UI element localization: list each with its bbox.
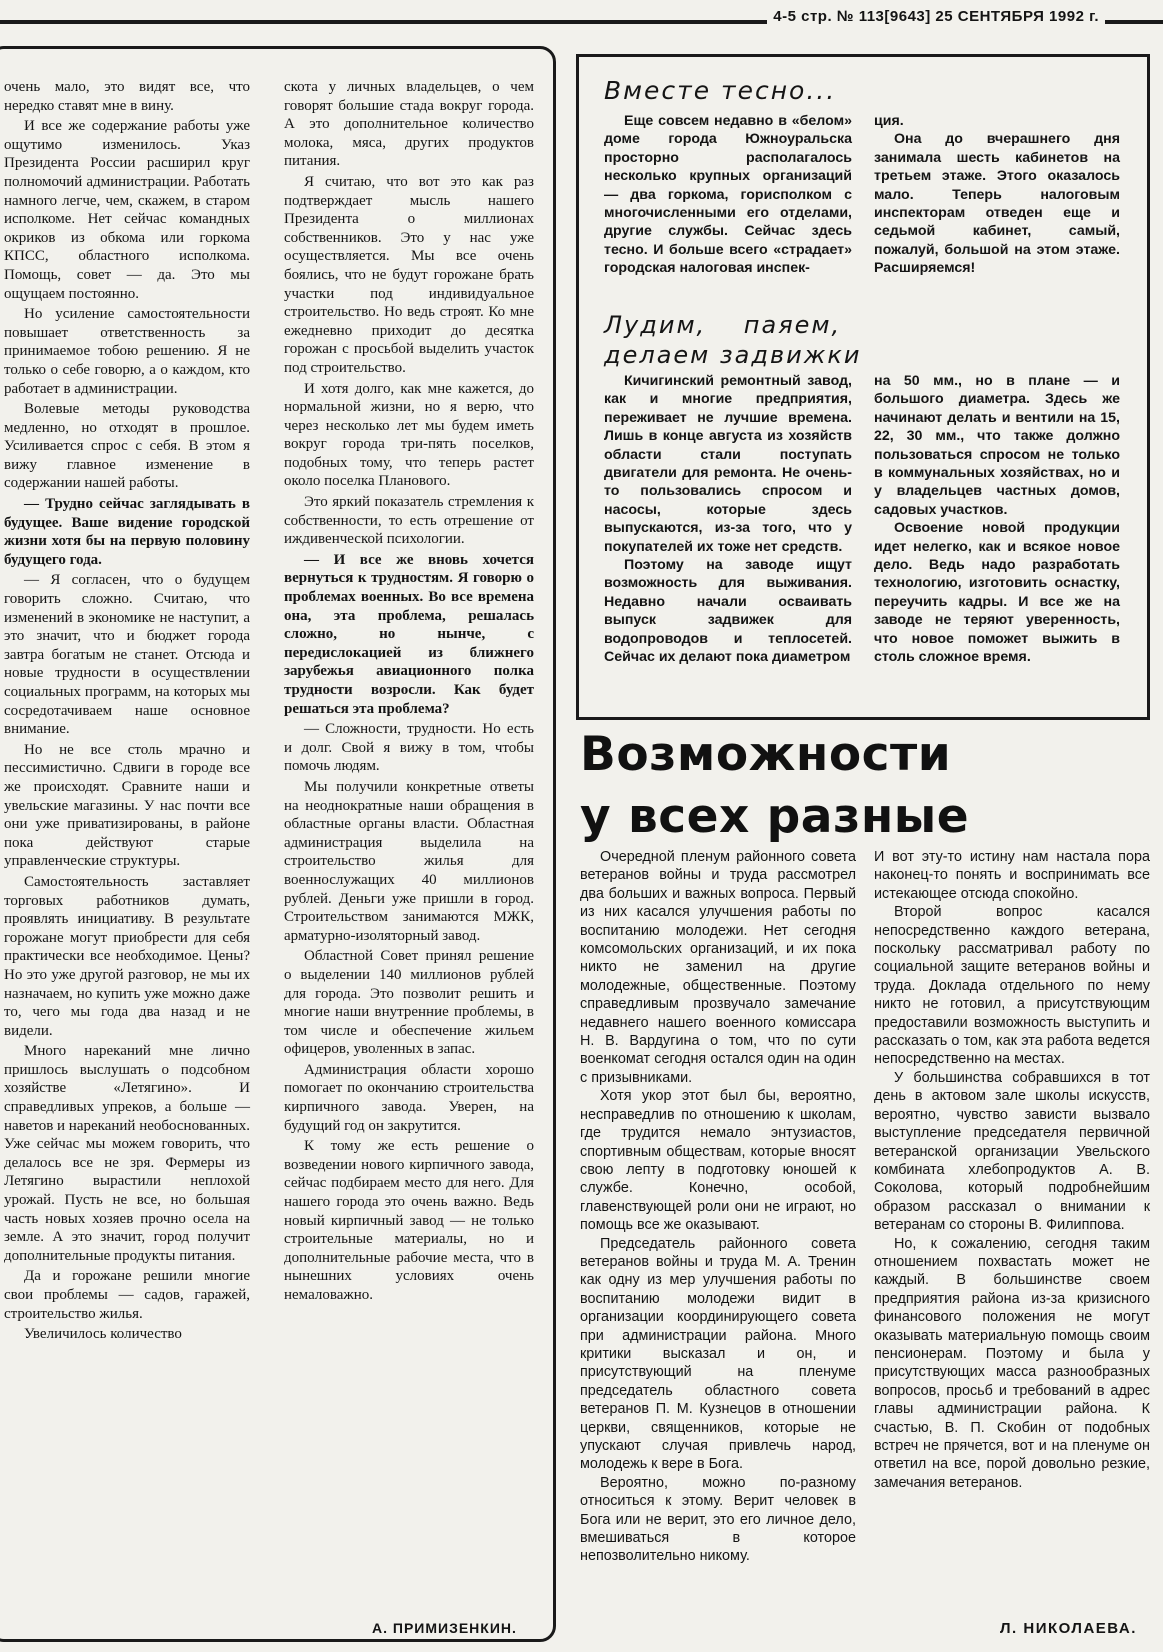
paragraph: И хотя долго, как мне кажется, до нормальной жизни, но я верю, что через несколько лет мы будем иметь вокруг города три-пять поселков, подобных тому, что теперь растет около поселка Планового. bbox=[284, 380, 534, 490]
page-header bbox=[0, 6, 1163, 36]
paragraph: И вот эту-то истину нам настала пора наконец-то понять и воспринимать все истекающее отсюда спокойно. bbox=[874, 849, 1150, 902]
box1-column-1 bbox=[604, 112, 852, 278]
paragraph: — Трудно сейчас заглядывать в будущее. Ваше видение городской жизни хотя бы на первую половину будущего года. bbox=[4, 496, 250, 568]
paragraph: Кичигинский ремонтный завод, как и многие предприятия, переживает не лучшие времена. Лишь в конце августа из хозяйств области стали поступать двигатели для ремонта. Не очень-то пользовались спросом и насосы, которые здесь выпускаются, из-за того, что у покупателей их тоже нет средств. bbox=[604, 373, 852, 555]
paragraph: — И все же вновь хочется вернуться к трудностям. Я говорю о проблемах военных. Во все времена она, эта проблема, решалась сложно, но нынче, с передислокацией из ближнего зарубежья авиационного полка трудности возросли. Как будет решаться эта проблема? bbox=[284, 551, 534, 717]
interview-author: А. ПРИМИЗЕНКИН. bbox=[372, 1620, 517, 1636]
box2-column-1 bbox=[604, 372, 852, 667]
paragraph: Я считаю, что вот это как раз подтверждает мысль нашего Президента о миллионах собственников. Это у нас уже осуществляется. Мы все очень боялись, что не будут горожане брать участки под индивидуальное строительство. Но ведь строят. Ко мне ежедневно приходит до десятка горожан с просьбой выделить участок под строительство. bbox=[284, 173, 534, 376]
article-headline bbox=[580, 724, 1150, 848]
paragraph: — Сложности, трудности. Но есть и долг. Свой я вижу в том, чтобы помочь людям. bbox=[284, 721, 534, 775]
paragraph: Да и горожане решили многие свои проблемы — садов, гаражей, строительство жилья. bbox=[4, 1268, 250, 1322]
article-column-1 bbox=[580, 848, 856, 1566]
paragraph: Но усиление самостоятельности повышает ответственность за принимаемое тобою решению. Я не только о себе говорю, а о каждом, кто работает в администрации. bbox=[4, 306, 250, 397]
interview-column-1 bbox=[4, 78, 250, 1346]
paragraph: Администрация области хорошо помогает по окончанию строительства кирпичного завода. Уверен, на будущий год он закрутится. bbox=[284, 1061, 534, 1134]
paragraph: К тому же есть решение о возведении нового кирпичного завода, сейчас подбираем место для него. Для нашего города это очень важно. Ведь новый кирпичный завод — не только строительные материалы, но и дополнительные рабочие места, что в нынешних условиях очень немаловажно. bbox=[284, 1138, 534, 1303]
paragraph: Но не все столь мрачно и пессимистично. Сдвиги в городе все же происходят. Сравните наши и увельские магазины. У нас почти все они уже приватизированы, в районе пока действуют старые управленческие структуры. bbox=[4, 741, 250, 870]
paragraph: на 50 мм., но в плане — и большого диаметра. Здесь же начинают делать и вентили на 15, 22, 30 мм., что также должно пользоваться спросом не только в коммунальных хозяйствах, но и у владельцев частных домов, садовых участков. bbox=[874, 373, 1120, 518]
paragraph: скота у личных владельцев, о чем говорят большие стада вокруг города. А это дополнительное количество молока, мяса, других продуктов питания. bbox=[284, 79, 534, 170]
paragraph: Областной Совет принял решение о выделении 140 миллионов рублей для города. Это позволит решить и многие наши внутренние проблемы, в том числе и обеспечение жильем офицеров, уволенных в запас. bbox=[284, 948, 534, 1058]
box2-column-2 bbox=[874, 372, 1120, 667]
paragraph: И все же содержание работы уже ощутимо изменилось. Указ Президента России расширил круг полномочий администрации. Работать намного легче, чем, скажем, в старом исполкоме. Нет сейчас командных окриков из обкома или горкома КПСС, областного исполкома. Помощь, совет — да. Это мы ощущаем постоянно. bbox=[4, 118, 250, 302]
paragraph: Много нареканий мне лично пришлось выслушать о подсобном хозяйстве «Летягино». И справедливых упреков, а больше — наветов и нареканий необоснованных. Уже сейчас мы можем говорить, что делалось все не зря. Фермеры из Летягино вырастили неплохой урожай. Пусть не все, но большая часть новых хозяев прочно осела на земле. А это значит, город получит дополнительные продукты питания. bbox=[4, 1043, 250, 1264]
headline-line-1: Возможности bbox=[580, 727, 952, 782]
box2-title bbox=[604, 310, 1124, 370]
box1-column-2 bbox=[874, 112, 1120, 278]
paragraph: Хотя укор этот был бы, вероятно, несправедлив по отношению к школам, где трудится немало энтузиастов, спортивным обществам, которые вносят свою лепту в подготовку юношей к службе. Конечно, особой, главенствующей роли они не играют, но помощь все же оказывают. bbox=[580, 1088, 856, 1234]
paragraph: Но, к сожалению, сегодня таким отношением похвастать может не каждый. В большинстве своем предприятия района из-за кризисного финансового положения не могут оказывать материальную помощь своим пенсионерам. Поэтому и была у присутствующих масса разнообразных вопросов, просьб и требований в адрес главы администрации района. К счастью, В. П. Скобин от подобных встреч не прячется, вот и на пленуме он ответил на все, порой довольно резкие, замечания ветеранов. bbox=[874, 1235, 1150, 1491]
headline-line-2: у всех разные bbox=[580, 789, 970, 844]
paragraph: У большинства собравшихся в тот день в актовом зале школы искусств, вероятно, чувство зависти вызвало выступление председателя первичной ветеранской организации Увельского комбината хлебопродуктов А. В. Соколова, который подробнейшим образом рассказал о внимании к ветеранам со стороны В. Филиппова. bbox=[874, 1069, 1150, 1234]
paragraph: Еще совсем недавно в «белом» доме города Южноуральска просторно располагалось несколько крупных организаций — два горкома, горисполком с многочисленными его отделами, другие службы. Сейчас здесь тесно. И больше всего «страдает» городская налоговая инспек- bbox=[604, 113, 852, 277]
paragraph: ция. bbox=[874, 113, 904, 129]
paragraph: Волевые методы руководства медленно, но отходят в прошлое. Усиливается спрос с себя. В этом я вижу главное изменение в содержании нашей работы. bbox=[4, 401, 250, 492]
paragraph: Очередной пленум районного совета ветеранов войны и труда рассмотрел два больших и важных вопроса. Первый из них касался улучшения работы по воспитанию молодежи. Нет сегодня комсомольских организаций, и их пока никто не заменил на другие молодежные, общественные. Поэтому справедливым прозвучало замечание недавнего нашего военного комиссара Н. В. Вардугина о том, что по сути военкомат сегодня остался один на один с призывниками. bbox=[580, 849, 856, 1086]
paragraph: Поэтому на заводе ищут возможность для выживания. Недавно начали осваивать выпуск задвижек для водопроводов и теплосетей. Сейчас их делают пока диаметром bbox=[604, 557, 852, 666]
article-column-2 bbox=[874, 848, 1150, 1492]
interview-column-2 bbox=[284, 78, 534, 1307]
box2-title-line2: делаем задвижки bbox=[604, 341, 862, 369]
paragraph: Самостоятельность заставляет торговых работников думать, проявлять инициативу. В результате горожане могут приобрести для себя практически все необходимое. Цены? Но это уже другой разговор, не мы их назначаем, но купить уже можно даже то, чего мы года два назад и не видели. bbox=[4, 873, 250, 1039]
paragraph: Это яркий показатель стремления к собственности, то есть отрешение от иждивенческой психологии. bbox=[284, 494, 534, 548]
issue-line: 4-5 стр. № 113[9643] 25 СЕНТЯБРЯ 1992 г. bbox=[767, 8, 1105, 25]
article-author: Л. НИКОЛАЕВА. bbox=[1000, 1620, 1137, 1637]
paragraph: — Я согласен, что о будущем говорить сложно. Считаю, что изменений в экономике не наступит, а это значит, что и бюджет города завтра богатым не станет. Отсюда и новые трудности в осуществлении социальных программ, на которых мы сосредотачиваем наше основное внимание. bbox=[4, 572, 250, 738]
paragraph: Председатель районного совета ветеранов войны и труда М. А. Тренин как одну из мер улучшения работы по воспитанию молодежи видит в организации координирующего совета при администрации района. Много критики высказал и он, и присутствующий на пленуме председатель областного совета ветеранов П. М. Кузнецов в отношении церкви, священников, которые не упускают случая привлечь народ, молодежь к вере в Бога. bbox=[580, 1235, 856, 1473]
paragraph: Вероятно, можно по-разному относиться к этому. Верит человек в Бога или не верит, это его личное дело, вмешиваться в которое непозволительно никому. bbox=[580, 1474, 856, 1565]
paragraph: очень мало, это видят все, что нередко ставят мне в вину. bbox=[4, 79, 250, 114]
paragraph: Она до вчерашнего дня занимала шесть кабинетов на третьем этаже. Этого оказалось мало. Теперь налоговым инспекторам отведен еще и седьмой кабинет, самый, пожалуй, большой на этом этаже. Расширяемся! bbox=[874, 131, 1120, 277]
paragraph: Мы получили конкретные ответы на неоднократные наши обращения в областные органы власти. Областная администрация выделила на строительство жилья для военнослужащих 40 миллионов рублей. Деньги уже пришли в город. Строительством занимаются МЖК, арматурно-изоляторный завод. bbox=[284, 778, 534, 944]
paragraph: Освоение новой продукции идет нелегко, как и всякое новое дело. Ведь надо разработать технологию, изготовить оснастку, переучить кадры. И все же на заводе не теряют уверенность, что новое поможет выжить в столь сложное время. bbox=[874, 520, 1120, 666]
box1-title: Вместе тесно... bbox=[604, 76, 837, 105]
box2-title-line1: Лудим, паяем, bbox=[604, 311, 842, 339]
paragraph: Второй вопрос касался непосредственно каждого ветерана, поскольку рассматривал работу по социальной защите ветеранов войны и труда. Доклада отдельного по нему никто не готовил, а присутствующим предоставили возможность выступить и рассказать о том, как эта работа ведется непосредственно на местах. bbox=[874, 904, 1150, 1068]
paragraph: Увеличилось количество bbox=[24, 1326, 182, 1343]
